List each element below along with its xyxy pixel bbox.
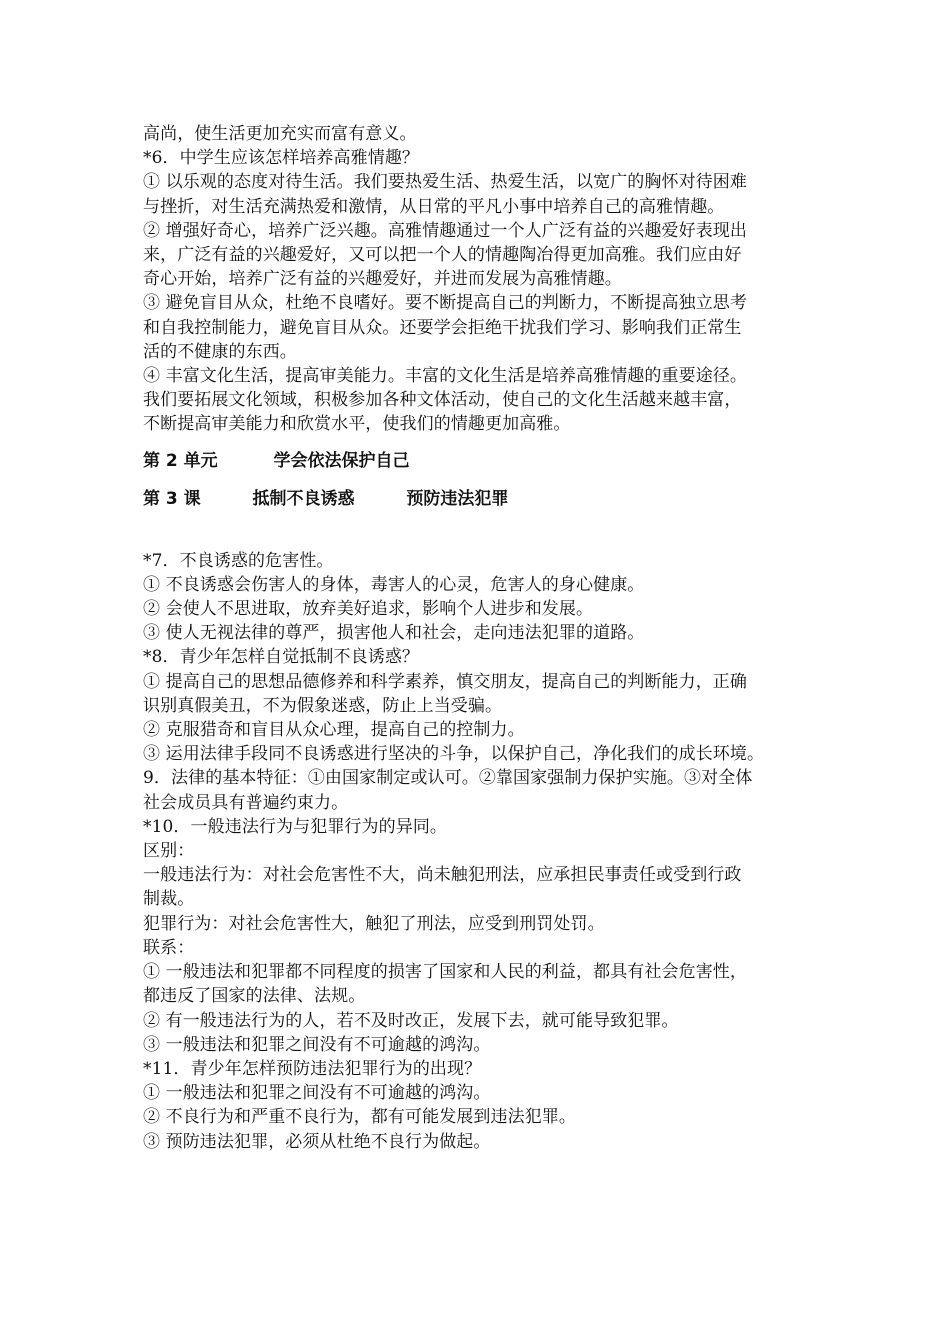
text-line: ③ 使人无视法律的尊严，损害他人和社会，走向违法犯罪的道路。	[143, 623, 645, 644]
text-line: 社会成员具有普遍约束力。	[143, 792, 349, 813]
text-line: ③ 一般违法和犯罪之间没有不可逾越的鸿沟。	[143, 1034, 491, 1055]
text-line: ① 以乐观的态度对待生活。我们要热爱生活、热爱生活，以宽广的胸怀对待困难	[143, 172, 748, 193]
text-line: 区别：	[143, 841, 195, 862]
text-line: ② 有一般违法行为的人，若不及时改正，发展下去，就可能导致犯罪。	[143, 1010, 679, 1031]
text-line: ③ 避免盲目从众，杜绝不良嗜好。要不断提高自己的判断力，不断提高独立思考	[143, 293, 748, 314]
text-line: 都违反了国家的法律、法规。	[143, 986, 366, 1007]
text-line: ② 不良行为和严重不良行为，都有可能发展到违法犯罪。	[143, 1107, 577, 1128]
question-8-title: *8．青少年怎样自觉抵制不良诱惑？	[143, 647, 420, 668]
text-line: ④ 丰富文化生活，提高审美能力。丰富的文化生活是培养高雅情趣的重要途径。	[143, 366, 748, 387]
lesson-title-b: 预防违法犯罪	[406, 488, 509, 509]
text-line: ① 一般违法和犯罪都不同程度的损害了国家和人民的利益，都具有社会危害性，	[143, 962, 748, 983]
text-line: 活的不健康的东西。	[143, 341, 297, 362]
text-line: 奇心开始，培养广泛有益的兴趣爱好，并进而发展为高雅情趣。	[143, 269, 622, 290]
lesson-number: 第 3 课	[143, 488, 201, 509]
text-line: 与挫折，对生活充满热爱和激情，从日常的平凡小事中培养自己的高雅情趣。	[143, 196, 725, 217]
text-line: ② 克服猎奇和盲目从众心理，提高自己的控制力。	[143, 720, 525, 741]
text-line: 我们要拓展文化领域，积极参加各种文体活动，使自己的文化生活越来越丰富，	[143, 390, 742, 411]
text-line: 一般违法行为：对社会危害性不大，尚未触犯刑法，应承担民事责任或受到行政	[143, 865, 742, 886]
question-6-title: *6．中学生应该怎样培养高雅情趣？	[143, 148, 420, 169]
lesson-heading	[143, 487, 833, 511]
text-line: 不断提高审美能力和欣赏水平，使我们的情趣更加高雅。	[143, 414, 571, 435]
text-line: 高尚，使生活更加充实而富有意义。	[143, 124, 417, 144]
question-7-title: *7．不良诱惑的危害性。	[143, 550, 334, 571]
text-line: 来，广泛有益的兴趣爱好，又可以把一个人的情趣陶冶得更加高雅。我们应由好	[143, 245, 742, 266]
text-line: ① 提高自己的思想品德修养和科学素养，慎交朋友，提高自己的判断能力，正确	[143, 671, 748, 692]
unit-number: 第 2 单元	[143, 450, 218, 471]
text-line: ② 会使人不思进取，放弃美好追求，影响个人进步和发展。	[143, 599, 594, 620]
question-11-title: *11．青少年怎样预防违法犯罪行为的出现？	[143, 1058, 482, 1079]
lesson-body	[143, 549, 833, 1154]
text-line: ③ 运用法律手段同不良诱惑进行坚决的斗争，以保护自己，净化我们的成长环境。	[143, 744, 765, 765]
page-content	[143, 122, 833, 1154]
lesson-title-a: 抵制不良诱惑	[252, 488, 355, 509]
text-line: ① 一般违法和犯罪之间没有不可逾越的鸿沟。	[143, 1083, 491, 1104]
question-6-answer	[143, 170, 833, 436]
text-line: 联系：	[143, 937, 195, 958]
question-10-title: *10．一般违法行为与犯罪行为的异同。	[143, 816, 448, 837]
text-line: 识别真假美丑，不为假象迷惑，防止上当受骗。	[143, 695, 503, 716]
text-line: 和自我控制能力，避免盲目从众。还要学会拒绝干扰我们学习、影响我们正常生	[143, 317, 742, 338]
text-line: 犯罪行为：对社会危害性大，触犯了刑法，应受到刑罚处罚。	[143, 913, 605, 934]
text-line: ② 增强好奇心，培养广泛兴趣。高雅情趣通过一个人广泛有益的兴趣爱好表现出	[143, 220, 748, 241]
unit-heading	[143, 449, 833, 473]
text-line: ① 不良诱惑会伤害人的身体，毒害人的心灵，危害人的身心健康。	[143, 574, 645, 595]
text-line: ③ 预防违法犯罪，必须从杜绝不良行为做起。	[143, 1131, 491, 1152]
question-9-text: 9．法律的基本特征：①由国家制定或认可。②靠国家强制力保护实施。③对全体	[143, 768, 753, 789]
text-line: 制裁。	[143, 889, 195, 910]
unit-title: 学会依法保护自己	[273, 450, 410, 471]
